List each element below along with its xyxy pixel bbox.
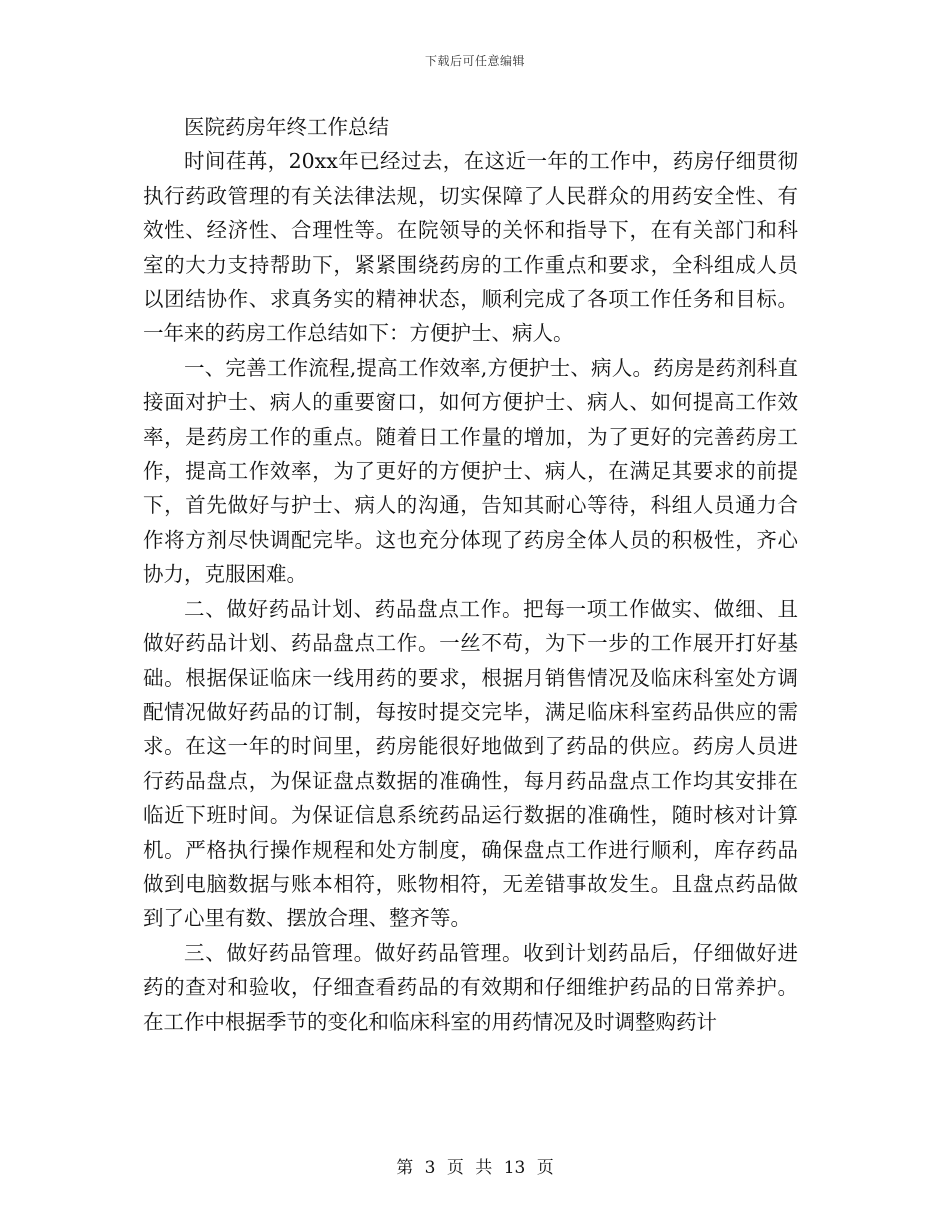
page-number-footer: 第 3 页 共 13 页: [396, 1158, 554, 1178]
paragraph-section-3: 三、做好药品管理。做好药品管理。收到计划药品后，仔细做好进药的查对和验收，仔细查看药品的有效期和仔细维护药品的日常养护。在工作中根据季节的变化和临床科室的用药情况及时调整购药计: [143, 940, 798, 1034]
page-header: 下载后可任意编辑: [424, 54, 525, 68]
document-body: [143, 110, 798, 1039]
paragraph-section-2: 二、做好药品计划、药品盘点工作。把每一项工作做实、做细、且做好药品计划、药品盘点工作。一丝不苟，为下一步的工作展开打好基础。根据保证临床一线用药的要求，根据月销售情况及临床科室处方调配情况做好药品的订制，每按时提交完毕，满足临床科室药品供应的需求。在这一年的时间里，药房能很好地做到了药品的供应。药房人员进行药品盘点，为保证盘点数据的准确性，每月药品盘点工作均其安排在临近下班时间。为保证信息系统药品运行数据的准确性，随时核对计算机。严格执行操作规程和处方制度，确保盘点工作进行顺利，库存药品做到电脑数据与账本相符，账物相符，无差错事故发生。且盘点药品做到了心里有数、摆放合理、整齐等。: [143, 596, 798, 931]
paragraph-intro: 时间荏苒，20xx年已经过去，在这近一年的工作中，药房仔细贯彻执行药政管理的有关法律法规，切实保障了人民群众的用药安全性、有效性、经济性、合理性等。在院领导的关怀和指导下，在有关部门和科室的大力支持帮助下，紧紧围绕药房的工作重点和要求，全科组成人员以团结协作、求真务实的精神状态，顺利完成了各项工作任务和目标。一年来的药房工作总结如下：方便护士、病人。: [143, 149, 798, 346]
document-title: 医院药房年终工作总结: [184, 115, 389, 139]
paragraph-section-1: 一、完善工作流程,提高工作效率,方便护士、病人。药房是药剂科直接面对护士、病人的重要窗口，如何方便护士、病人、如何提高工作效率，是药房工作的重点。随着日工作量的增加，为了更好的完善药房工作，提高工作效率，为了更好的方便护士、病人，在满足其要求的前提下，首先做好与护士、病人的沟通，告知其耐心等待，科组人员通力合作将方剂尽快调配完毕。这也充分体现了药房全体人员的积极性，齐心协力，克服困难。: [143, 355, 798, 587]
